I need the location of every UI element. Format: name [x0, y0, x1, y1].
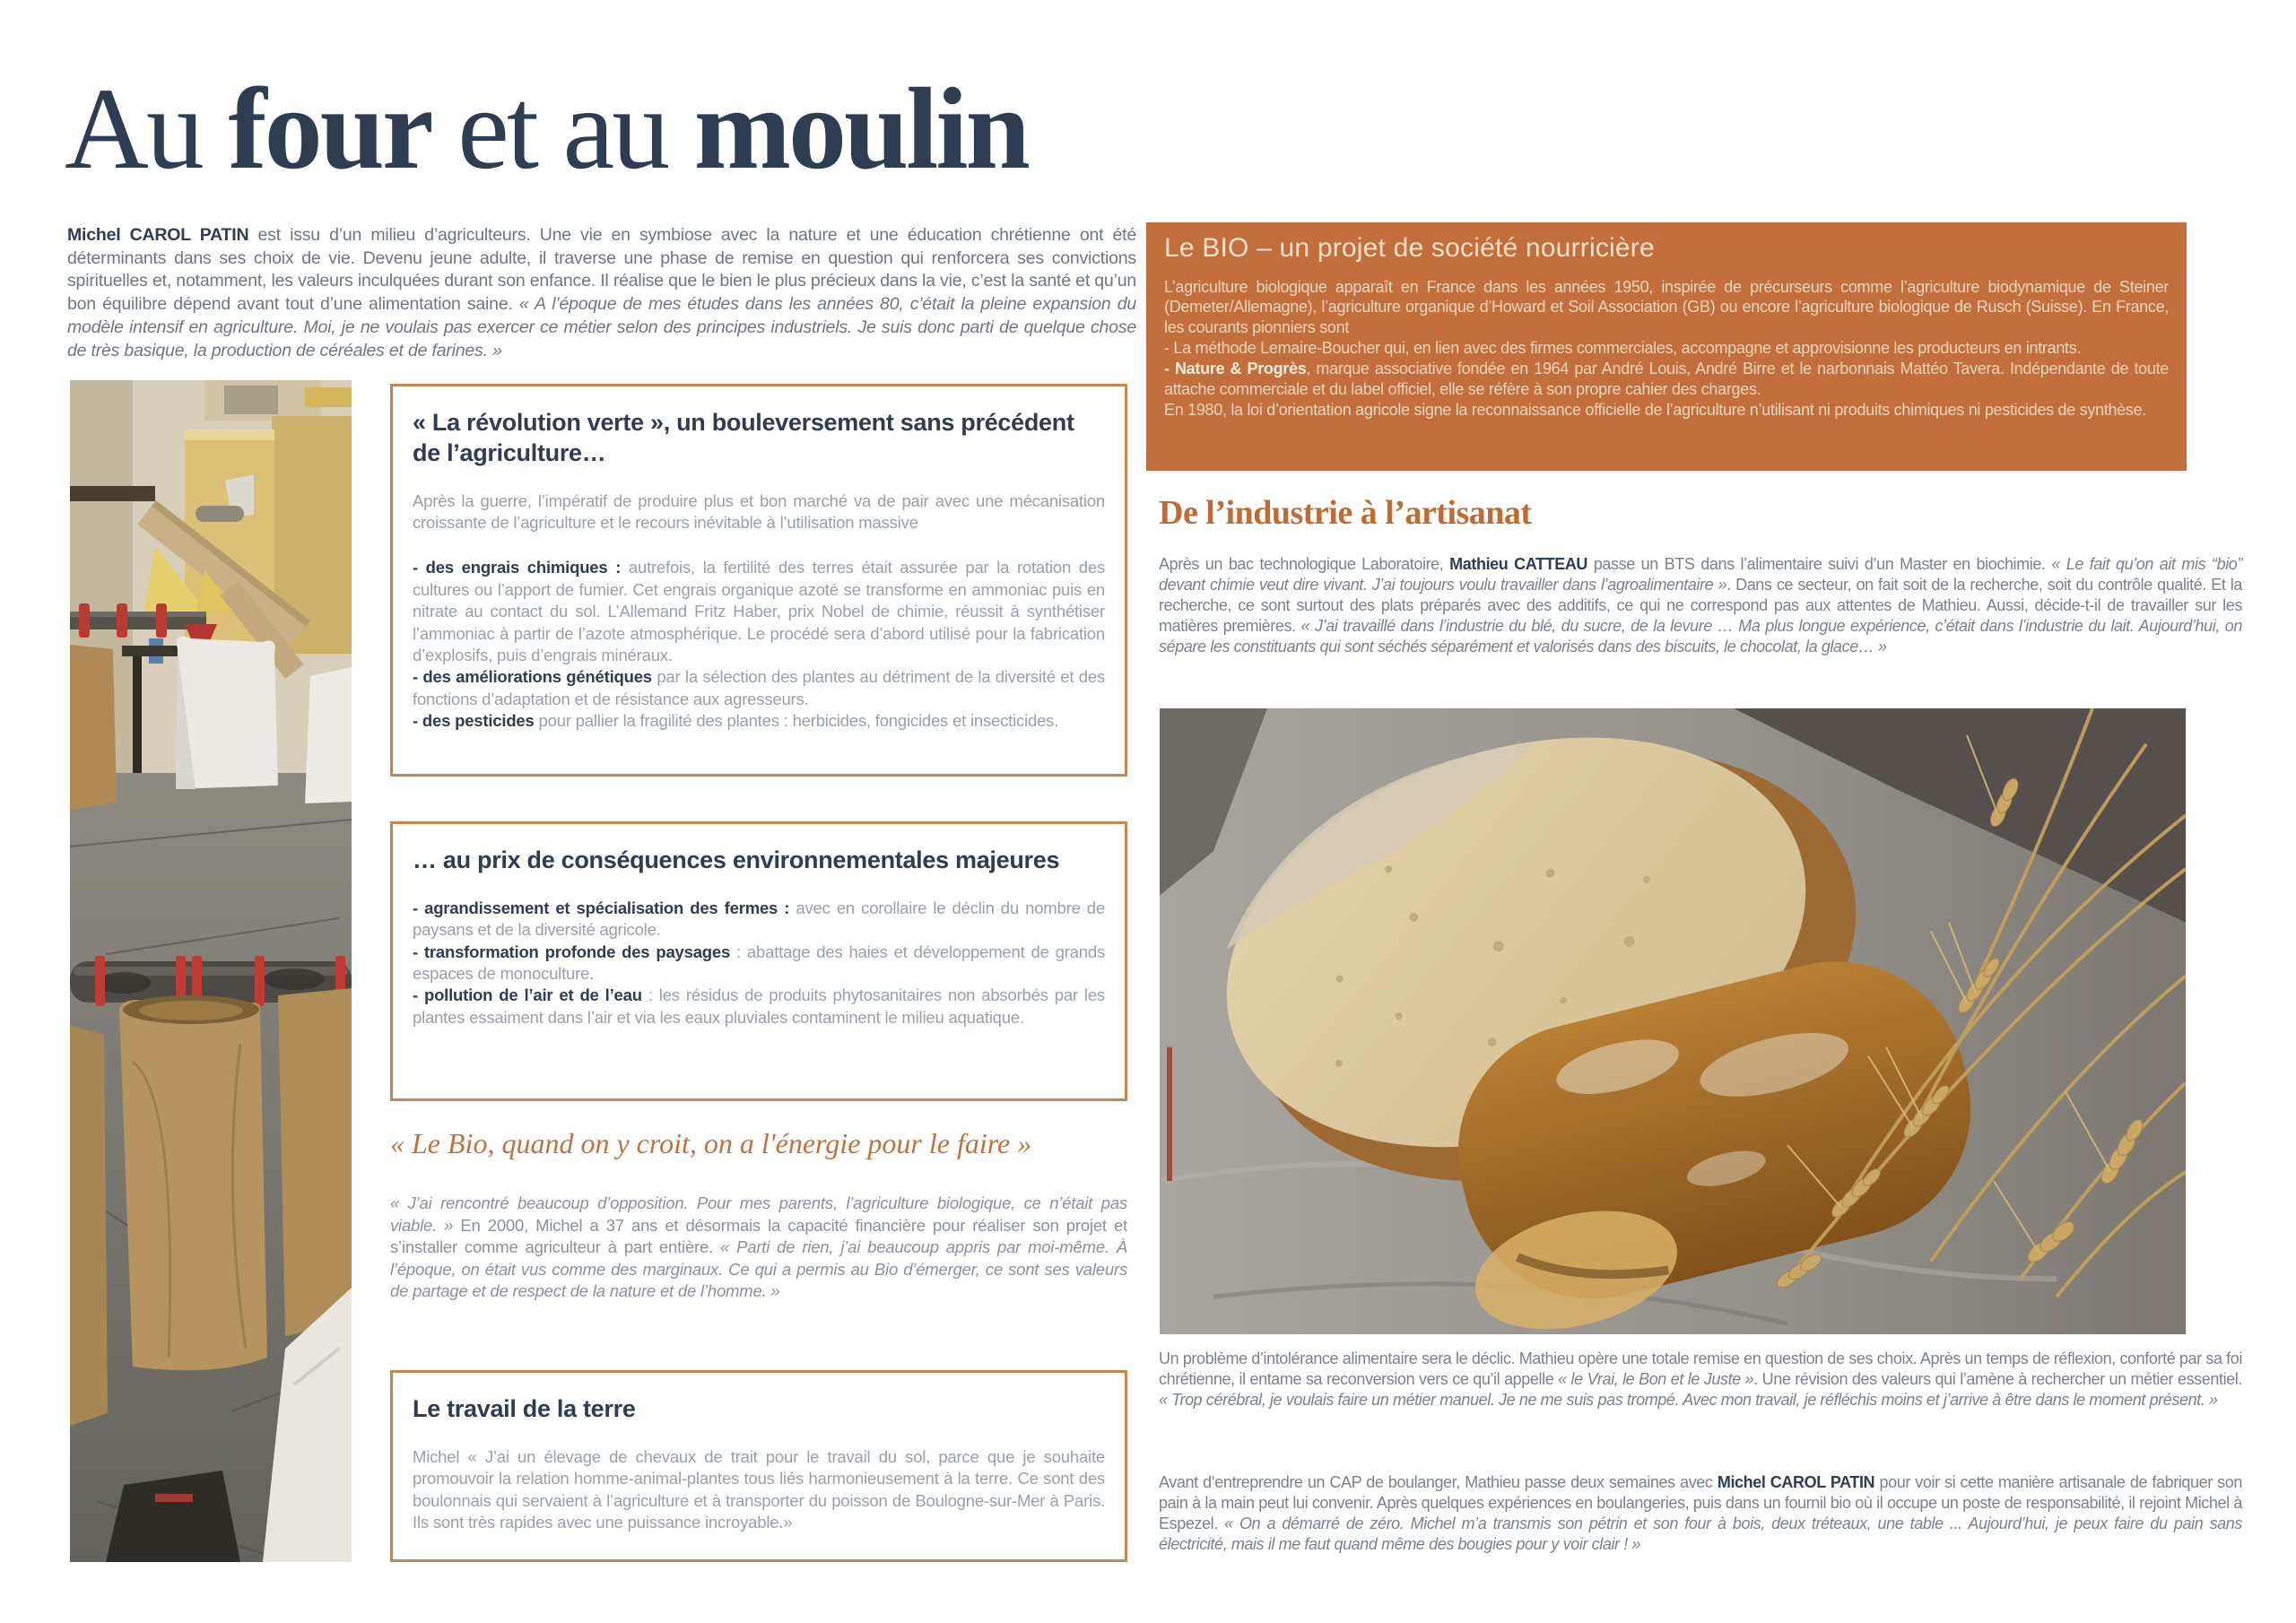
bio-sidebar	[1146, 222, 2187, 471]
box-intro: Après la guerre, l’impératif de produire plus et bon marché va de pair avec une mécanisation croissante de l’agriculture et le recours inévitable à l’utilisation massive	[413, 490, 1105, 532]
person-name: Michel CAROL PATIN	[67, 225, 249, 245]
section-heading-industrie: De l’industrie à l’artisanat	[1159, 494, 1532, 532]
quote-run: « Le fait qu’on ait mis “bio” devant chimie veut dire vivant. J’ai toujours voulu travailler dans l’agroalimentaire »	[1159, 555, 2242, 595]
text-run: est issu d’un milieu d’agriculteurs. Une vie en symbiose avec la nature et une éducation chrétienne ont été déterminants dans ses choix de vie. Devenu jeune adulte, il traverse une phase de remise en question qui renforcera ses convictions spirituelles et, notamment, les valeurs inculquées durant son enfance. Il réalise que le bien le plus précieux dans la vie, c’est la santé et qu’un bon équilibre dépend avant tout d’une alimentation saine.	[67, 225, 1136, 315]
text-run: par la sélection des plantes au détriment de la diversité et des fonctions d’adaptation et de résistance aux agresseurs.	[413, 667, 1105, 708]
declic-paragraph	[1159, 1349, 2242, 1410]
bullet-lead: - pollution de l’air et de l’eau	[413, 985, 642, 1005]
text-run: autrefois, la fertilité des terres était assurée par la rotation des cultures ou l’apport de fumier. Cet engrais organique azoté se transforme en ammoniac puis en nitrate au contact du sol. L’Allemand Fritz Haber, prix Nobel de chimie, réussit à synthétiser l’ammoniac à partir de l’azote atmosphérique. Le procédé sera d’abord utilisé pour la fabrication d’explosifs, puis d’engrais minéraux.	[413, 558, 1105, 664]
mill-photo-illustration	[70, 380, 352, 1562]
page-title	[65, 65, 1159, 194]
bullet-item	[413, 898, 1105, 942]
bullet-item	[413, 942, 1105, 985]
person-name: Mathieu CATTEAU	[1449, 555, 1588, 573]
text-run: . Une révision des valeurs qui l’amène à rechercher un métier essentiel.	[1753, 1370, 2242, 1389]
box-title: … au prix de conséquences environnementales majeures	[413, 846, 1060, 873]
text-run: et au	[430, 65, 694, 194]
revolution-verte-box	[390, 384, 1127, 777]
pull-quote: « Le Bio, quand on y croit, on a l'énergie pour le faire »	[390, 1127, 1032, 1159]
text-run: Au	[65, 65, 229, 194]
quote-run: « Parti de rien, j’ai beaucoup appris par moi-même. À l’époque, on était vus comme des marginaux. Ce qui a permis au Bio d’émerger, ce sont ses valeurs de partage et de respect de la nature et de l’homme. »	[390, 1237, 1127, 1301]
bullet-item	[413, 985, 1105, 1028]
text-run: , marque associative fondée en 1964 par André Louis, André Birre et le narbonnais Mattéo Tavera. Indépendante de toute attache commerciale et du label officiel, elle se réfère à son propre cahier des charges.	[1164, 359, 2169, 398]
box-body: Michel « J’ai un élevage de chevaux de trait pour le travail du sol, parce que je souhaite promouvoir la relation homme-animal-plantes tous liés harmonieusement à la terre. Ce sont des boulonnais qui servaient à l’agriculture et à transporter du poisson de Boulogne-sur-Mer à Paris. Ils sont très rapides avec une puissance incroyable.»	[413, 1446, 1105, 1532]
text-run: moulin	[693, 65, 1028, 194]
text-run: passe un BTS dans l’alimentaire suivi d’un Master en biochimie.	[1587, 555, 2052, 573]
bullet-lead: - des engrais chimiques :	[413, 558, 622, 577]
mill-photo	[70, 380, 352, 1562]
bio-journey-paragraph	[390, 1193, 1127, 1303]
quote-run: « Trop cérébral, je voulais faire un métier manuel. Je ne me suis pas trompé. Avec mon travail, je réfléchis moins et j’arrive à être dans le moment présent. »	[1159, 1391, 2218, 1410]
quote-run: « On a démarré de zéro. Michel m’a transmis son pétrin et son four à bois, deux tréteaux, une table ... Aujourd’hui, je peux faire du pain sans électricité, mais il me faut quand même des bougies pour y voir clair ! »	[1159, 1515, 2242, 1554]
kraft-bag	[278, 988, 352, 1336]
box-title: Le travail de la terre	[413, 1395, 636, 1422]
intro-paragraph	[67, 224, 1136, 362]
travail-terre-box	[390, 1370, 1127, 1562]
quote-run: « A l’époque de mes études dans les années 80, c’était la pleine expansion du modèle intensif en agriculture. Moi, je ne voulais pas exercer ce métier selon des principes industriels. Je suis donc parti de quelque chose de très basique, la production de céréales et de farines. »	[67, 294, 1136, 360]
bullet-item	[413, 557, 1105, 666]
bullet-lead: - transformation profonde des paysages	[413, 942, 731, 961]
quote-run: « J’ai travaillé dans l’industrie du blé, du sucre, de la levure … Ma plus longue expérience, c’était dans l’industrie du lait. Aujourd’hui, on sépare les constituants qui sont séchés séparément et valorisés dans des biscuits, le chocolat, la glace… »	[1159, 617, 2242, 656]
bio-sidebar-title: Le BIO – un projet de société nourricière	[1164, 233, 1655, 263]
text-run: . Dans ce secteur, on fait soit de la recherche, soit du contrôle qualité. Et la recherche, ce sont surtout des plats préparés avec des additifs, ce qui ne correspond pas aux attentes de Mathieu. Aussi, décide-t-il de travailler sur les matières premières.	[1159, 576, 2242, 636]
kraft-bag	[119, 1000, 267, 1370]
text-run: : les résidus de produits phytosanitaires non absorbés par les plantes essaiment dans l’air et via les eaux pluviales contaminent le milieu aquatique.	[413, 985, 1105, 1027]
box-title: « La révolution verte », un bouleversement sans précédent de l’agriculture…	[413, 409, 1074, 466]
text-run: En 2000, Michel a 37 ans et désormais la capacité financière pour réaliser son projet et s’installer comme agriculteur à part entière.	[390, 1215, 1127, 1257]
bullet-lead: - des pesticides	[413, 711, 535, 731]
cap-boulanger-paragraph	[1159, 1472, 2242, 1555]
bio-sidebar-paragraph: L’agriculture biologique apparaît en France dans les années 1950, inspirée de précurseurs comme l’agriculture biodynamique de Steiner (Demeter/Allemagne), l’agriculture organique d’Howard et Soil Association (GB) ou encore l’agriculture biologique de Rusch (Suisse). En France, les courants pionniers sont	[1164, 277, 2169, 337]
text-run: Après un bac technologique Laboratoire,	[1159, 555, 1450, 573]
person-name: Michel CAROL PATIN	[1717, 1473, 1875, 1491]
bullet-lead: - des améliorations génétiques	[413, 667, 652, 687]
kraft-bag	[70, 1026, 108, 1426]
bullet-item	[413, 666, 1105, 710]
text-run: avec en corollaire le déclin du nombre de paysans et de la diversité agricole.	[413, 898, 1105, 940]
bio-sidebar-line: En 1980, la loi d’orientation agricole signe la reconnaissance officielle de l’agriculture n’utilisant ni produits chimiques ni pesticides de synthèse.	[1164, 400, 2147, 419]
text-run: Un problème d’intolérance alimentaire sera le déclic. Mathieu opère une totale remise en question de ses choix. Après un temps de réflexion, conforté par sa foi chrétienne, il entame sa reconversion vers ce qu’il appelle	[1159, 1350, 2242, 1389]
text-run: four	[228, 65, 431, 194]
kraft-bag	[70, 645, 117, 811]
bread-photo	[1160, 708, 2186, 1334]
text-run: pour voir si cette manière artisanale de fabriquer son pain à la main peut lui convenir. Après quelques expériences en boulangeries, puis dans un fournil bio où il occupe un poste de responsabilité, il rejoint Michel à Espezel.	[1159, 1473, 2243, 1533]
brand-name: - Nature & Progrès	[1164, 359, 1307, 378]
industrie-paragraph	[1159, 554, 2242, 657]
text-run: Avant d’entreprendre un CAP de boulanger, Mathieu passe deux semaines avec	[1159, 1473, 1718, 1491]
quote-run: « le Vrai, le Bon et le Juste »	[1558, 1370, 1754, 1389]
bio-sidebar-line	[1164, 359, 2169, 400]
text-run: : abattage des haies et développement de grands espaces de monoculture.	[413, 942, 1105, 983]
bullet-lead: - agrandissement et spécialisation des fermes :	[413, 898, 790, 917]
bio-sidebar-line: - La méthode Lemaire-Boucher qui, en lien avec des firmes commerciales, accompagne et approvisionne les producteurs en intrants.	[1164, 339, 2082, 358]
consequences-box	[390, 821, 1127, 1101]
bullet-item	[413, 710, 1105, 732]
text-run: pour pallier la fragilité des plantes : herbicides, fongicides et insecticides.	[534, 711, 1059, 731]
quote-run: « J’ai rencontré beaucoup d’opposition. Pour mes parents, l’agriculture biologique, ce n’était pas viable. »	[390, 1193, 1127, 1235]
bread-photo-illustration	[1160, 708, 2186, 1334]
